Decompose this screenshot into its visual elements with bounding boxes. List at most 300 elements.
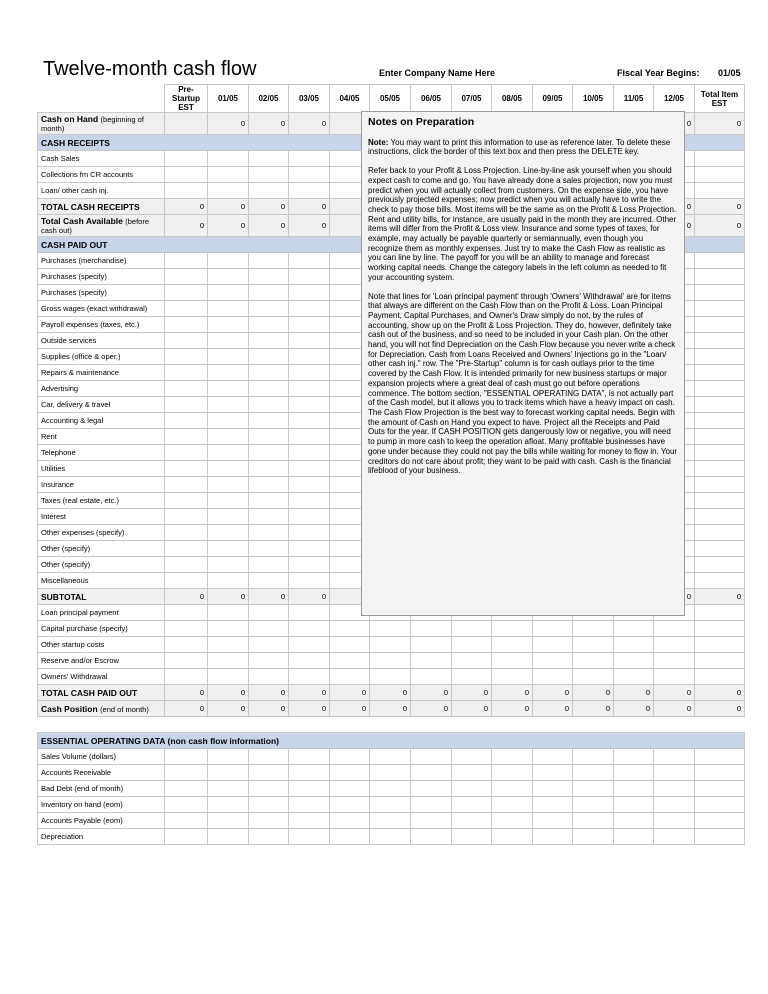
input-cell[interactable] [492, 749, 533, 765]
input-cell[interactable] [165, 429, 208, 445]
input-cell[interactable] [249, 749, 289, 765]
input-cell[interactable] [330, 765, 370, 781]
input-cell[interactable] [411, 797, 452, 813]
input-cell[interactable] [208, 397, 249, 413]
input-cell[interactable] [208, 493, 249, 509]
input-cell[interactable] [695, 653, 745, 669]
input-cell[interactable] [165, 253, 208, 269]
input-cell[interactable] [165, 829, 208, 845]
input-cell[interactable] [165, 301, 208, 317]
input-cell[interactable] [330, 669, 370, 685]
input-cell[interactable] [695, 269, 745, 285]
input-cell[interactable] [289, 285, 330, 301]
input-cell[interactable] [573, 781, 614, 797]
input-cell[interactable] [370, 797, 411, 813]
input-cell[interactable] [165, 381, 208, 397]
input-cell[interactable] [165, 637, 208, 653]
input-cell[interactable] [208, 381, 249, 397]
input-cell[interactable] [695, 461, 745, 477]
input-cell[interactable]: 0 [573, 701, 614, 717]
input-cell[interactable] [165, 557, 208, 573]
input-cell[interactable] [249, 381, 289, 397]
input-cell[interactable] [208, 765, 249, 781]
input-cell[interactable] [289, 397, 330, 413]
input-cell[interactable] [614, 637, 654, 653]
input-cell[interactable] [249, 493, 289, 509]
input-cell[interactable] [695, 829, 745, 845]
input-cell[interactable] [289, 333, 330, 349]
input-cell[interactable] [370, 653, 411, 669]
input-cell[interactable] [249, 573, 289, 589]
input-cell[interactable]: 0 [208, 701, 249, 717]
input-cell[interactable] [452, 637, 492, 653]
input-cell[interactable] [654, 637, 695, 653]
input-cell[interactable] [289, 781, 330, 797]
input-cell[interactable]: 0 [695, 199, 745, 215]
input-cell[interactable]: 0 [249, 199, 289, 215]
input-cell[interactable] [695, 669, 745, 685]
input-cell[interactable] [695, 797, 745, 813]
input-cell[interactable] [573, 653, 614, 669]
input-cell[interactable] [249, 285, 289, 301]
input-cell[interactable] [695, 365, 745, 381]
input-cell[interactable]: 0 [452, 685, 492, 701]
input-cell[interactable]: 0 [695, 701, 745, 717]
input-cell[interactable] [695, 541, 745, 557]
input-cell[interactable] [654, 669, 695, 685]
input-cell[interactable] [573, 797, 614, 813]
input-cell[interactable] [289, 829, 330, 845]
input-cell[interactable] [654, 813, 695, 829]
input-cell[interactable] [492, 765, 533, 781]
input-cell[interactable]: 0 [654, 215, 695, 237]
input-cell[interactable] [452, 749, 492, 765]
input-cell[interactable] [695, 285, 745, 301]
input-cell[interactable] [208, 749, 249, 765]
input-cell[interactable] [695, 413, 745, 429]
input-cell[interactable]: 0 [208, 685, 249, 701]
input-cell[interactable] [289, 813, 330, 829]
input-cell[interactable] [654, 781, 695, 797]
input-cell[interactable] [165, 445, 208, 461]
input-cell[interactable]: 0 [165, 199, 208, 215]
input-cell[interactable] [370, 829, 411, 845]
input-cell[interactable] [614, 829, 654, 845]
input-cell[interactable] [492, 797, 533, 813]
input-cell[interactable] [289, 445, 330, 461]
input-cell[interactable] [289, 167, 330, 183]
input-cell[interactable] [695, 381, 745, 397]
input-cell[interactable] [289, 669, 330, 685]
input-cell[interactable] [289, 253, 330, 269]
input-cell[interactable] [533, 797, 573, 813]
input-cell[interactable]: 0 [654, 113, 695, 135]
input-cell[interactable] [573, 829, 614, 845]
input-cell[interactable] [289, 509, 330, 525]
input-cell[interactable] [289, 183, 330, 199]
input-cell[interactable] [573, 765, 614, 781]
input-cell[interactable] [411, 781, 452, 797]
input-cell[interactable] [654, 749, 695, 765]
input-cell[interactable] [614, 669, 654, 685]
input-cell[interactable] [165, 167, 208, 183]
input-cell[interactable] [695, 557, 745, 573]
input-cell[interactable] [249, 413, 289, 429]
input-cell[interactable] [411, 653, 452, 669]
input-cell[interactable] [249, 765, 289, 781]
input-cell[interactable] [249, 253, 289, 269]
input-cell[interactable] [208, 653, 249, 669]
input-cell[interactable] [249, 557, 289, 573]
input-cell[interactable] [208, 429, 249, 445]
input-cell[interactable] [533, 765, 573, 781]
input-cell[interactable] [411, 829, 452, 845]
input-cell[interactable] [165, 477, 208, 493]
input-cell[interactable]: 0 [654, 589, 695, 605]
input-cell[interactable] [695, 333, 745, 349]
input-cell[interactable] [330, 621, 370, 637]
input-cell[interactable] [208, 333, 249, 349]
input-cell[interactable]: 0 [289, 199, 330, 215]
input-cell[interactable] [165, 749, 208, 765]
input-cell[interactable]: 0 [533, 685, 573, 701]
input-cell[interactable]: 0 [492, 701, 533, 717]
input-cell[interactable] [289, 365, 330, 381]
input-cell[interactable] [249, 429, 289, 445]
input-cell[interactable] [165, 285, 208, 301]
input-cell[interactable] [654, 797, 695, 813]
input-cell[interactable] [695, 781, 745, 797]
input-cell[interactable] [289, 301, 330, 317]
input-cell[interactable]: 0 [695, 589, 745, 605]
input-cell[interactable] [208, 349, 249, 365]
input-cell[interactable] [533, 813, 573, 829]
input-cell[interactable]: 0 [330, 701, 370, 717]
input-cell[interactable]: 0 [165, 685, 208, 701]
input-cell[interactable] [165, 509, 208, 525]
input-cell[interactable] [208, 813, 249, 829]
input-cell[interactable] [695, 253, 745, 269]
input-cell[interactable] [208, 167, 249, 183]
input-cell[interactable] [249, 151, 289, 167]
input-cell[interactable] [249, 781, 289, 797]
input-cell[interactable] [614, 781, 654, 797]
fiscal-year-value[interactable]: 01/05 [718, 68, 741, 78]
input-cell[interactable]: 0 [654, 701, 695, 717]
input-cell[interactable] [573, 621, 614, 637]
input-cell[interactable] [208, 301, 249, 317]
input-cell[interactable] [695, 167, 745, 183]
company-name-field[interactable]: Enter Company Name Here [379, 68, 496, 78]
input-cell[interactable]: 0 [533, 701, 573, 717]
input-cell[interactable] [370, 781, 411, 797]
input-cell[interactable] [411, 765, 452, 781]
input-cell[interactable] [533, 621, 573, 637]
input-cell[interactable] [695, 429, 745, 445]
input-cell[interactable] [533, 829, 573, 845]
input-cell[interactable] [289, 461, 330, 477]
input-cell[interactable] [370, 765, 411, 781]
input-cell[interactable] [370, 637, 411, 653]
input-cell[interactable] [165, 365, 208, 381]
input-cell[interactable] [165, 183, 208, 199]
input-cell[interactable] [165, 765, 208, 781]
input-cell[interactable] [249, 797, 289, 813]
input-cell[interactable] [208, 829, 249, 845]
input-cell[interactable] [695, 397, 745, 413]
input-cell[interactable] [289, 573, 330, 589]
input-cell[interactable] [695, 509, 745, 525]
input-cell[interactable] [165, 461, 208, 477]
input-cell[interactable] [695, 573, 745, 589]
input-cell[interactable]: 0 [330, 685, 370, 701]
notes-on-preparation-box[interactable] [361, 111, 685, 616]
input-cell[interactable]: 0 [208, 589, 249, 605]
input-cell[interactable]: 0 [370, 701, 411, 717]
input-cell[interactable] [208, 477, 249, 493]
input-cell[interactable] [165, 269, 208, 285]
input-cell[interactable] [249, 669, 289, 685]
input-cell[interactable] [208, 269, 249, 285]
input-cell[interactable] [411, 621, 452, 637]
input-cell[interactable]: 0 [614, 701, 654, 717]
input-cell[interactable] [289, 653, 330, 669]
input-cell[interactable] [695, 301, 745, 317]
input-cell[interactable] [208, 573, 249, 589]
input-cell[interactable] [452, 653, 492, 669]
input-cell[interactable] [289, 621, 330, 637]
input-cell[interactable] [289, 317, 330, 333]
input-cell[interactable] [249, 349, 289, 365]
input-cell[interactable] [208, 413, 249, 429]
input-cell[interactable] [165, 669, 208, 685]
input-cell[interactable] [165, 349, 208, 365]
input-cell[interactable] [695, 525, 745, 541]
input-cell[interactable] [165, 493, 208, 509]
input-cell[interactable] [165, 413, 208, 429]
input-cell[interactable] [208, 557, 249, 573]
input-cell[interactable] [208, 621, 249, 637]
input-cell[interactable] [208, 183, 249, 199]
input-cell[interactable] [208, 461, 249, 477]
input-cell[interactable] [249, 317, 289, 333]
input-cell[interactable] [492, 813, 533, 829]
input-cell[interactable] [165, 541, 208, 557]
input-cell[interactable] [289, 605, 330, 621]
input-cell[interactable] [249, 183, 289, 199]
input-cell[interactable]: 0 [289, 215, 330, 237]
input-cell[interactable] [492, 621, 533, 637]
input-cell[interactable] [165, 781, 208, 797]
input-cell[interactable] [165, 813, 208, 829]
input-cell[interactable] [289, 151, 330, 167]
input-cell[interactable] [370, 669, 411, 685]
input-cell[interactable]: 0 [614, 685, 654, 701]
input-cell[interactable]: 0 [289, 685, 330, 701]
input-cell[interactable] [289, 269, 330, 285]
input-cell[interactable] [330, 829, 370, 845]
input-cell[interactable] [249, 333, 289, 349]
input-cell[interactable] [208, 605, 249, 621]
input-cell[interactable]: 0 [411, 685, 452, 701]
input-cell[interactable] [452, 829, 492, 845]
input-cell[interactable] [695, 621, 745, 637]
input-cell[interactable] [165, 151, 208, 167]
input-cell[interactable]: 0 [249, 113, 289, 135]
input-cell[interactable] [208, 365, 249, 381]
input-cell[interactable] [165, 113, 208, 135]
input-cell[interactable]: 0 [370, 685, 411, 701]
input-cell[interactable]: 0 [249, 701, 289, 717]
input-cell[interactable] [165, 573, 208, 589]
input-cell[interactable] [289, 637, 330, 653]
input-cell[interactable] [165, 797, 208, 813]
input-cell[interactable] [695, 493, 745, 509]
input-cell[interactable] [695, 813, 745, 829]
input-cell[interactable] [533, 749, 573, 765]
input-cell[interactable]: 0 [249, 589, 289, 605]
input-cell[interactable] [249, 829, 289, 845]
input-cell[interactable] [492, 637, 533, 653]
input-cell[interactable] [695, 183, 745, 199]
input-cell[interactable] [165, 621, 208, 637]
input-cell[interactable] [249, 167, 289, 183]
input-cell[interactable] [695, 749, 745, 765]
input-cell[interactable] [330, 813, 370, 829]
input-cell[interactable] [411, 637, 452, 653]
input-cell[interactable]: 0 [249, 215, 289, 237]
input-cell[interactable]: 0 [452, 701, 492, 717]
input-cell[interactable] [654, 621, 695, 637]
input-cell[interactable] [614, 653, 654, 669]
input-cell[interactable] [614, 813, 654, 829]
input-cell[interactable] [249, 445, 289, 461]
input-cell[interactable] [330, 797, 370, 813]
input-cell[interactable] [249, 397, 289, 413]
input-cell[interactable] [411, 669, 452, 685]
input-cell[interactable] [573, 813, 614, 829]
input-cell[interactable] [289, 477, 330, 493]
input-cell[interactable]: 0 [654, 685, 695, 701]
input-cell[interactable] [208, 669, 249, 685]
input-cell[interactable] [289, 349, 330, 365]
input-cell[interactable] [452, 797, 492, 813]
input-cell[interactable]: 0 [289, 589, 330, 605]
input-cell[interactable] [249, 637, 289, 653]
input-cell[interactable]: 0 [249, 685, 289, 701]
input-cell[interactable] [533, 781, 573, 797]
input-cell[interactable] [165, 525, 208, 541]
input-cell[interactable] [249, 461, 289, 477]
input-cell[interactable] [208, 509, 249, 525]
input-cell[interactable] [695, 765, 745, 781]
input-cell[interactable] [614, 797, 654, 813]
input-cell[interactable] [208, 541, 249, 557]
input-cell[interactable] [249, 477, 289, 493]
input-cell[interactable] [249, 365, 289, 381]
input-cell[interactable] [330, 637, 370, 653]
input-cell[interactable] [573, 637, 614, 653]
input-cell[interactable] [695, 605, 745, 621]
input-cell[interactable] [533, 669, 573, 685]
input-cell[interactable]: 0 [208, 199, 249, 215]
input-cell[interactable] [695, 637, 745, 653]
input-cell[interactable] [289, 765, 330, 781]
input-cell[interactable] [695, 349, 745, 365]
input-cell[interactable] [165, 317, 208, 333]
input-cell[interactable] [165, 605, 208, 621]
input-cell[interactable] [289, 541, 330, 557]
input-cell[interactable] [249, 813, 289, 829]
input-cell[interactable]: 0 [695, 215, 745, 237]
input-cell[interactable] [492, 669, 533, 685]
input-cell[interactable] [289, 557, 330, 573]
input-cell[interactable] [249, 269, 289, 285]
input-cell[interactable] [695, 477, 745, 493]
input-cell[interactable] [330, 781, 370, 797]
input-cell[interactable] [165, 333, 208, 349]
input-cell[interactable]: 0 [208, 113, 249, 135]
input-cell[interactable] [370, 813, 411, 829]
input-cell[interactable]: 0 [289, 113, 330, 135]
input-cell[interactable] [330, 653, 370, 669]
input-cell[interactable] [249, 653, 289, 669]
input-cell[interactable] [208, 797, 249, 813]
input-cell[interactable] [370, 621, 411, 637]
input-cell[interactable] [289, 413, 330, 429]
input-cell[interactable] [289, 429, 330, 445]
input-cell[interactable] [370, 749, 411, 765]
input-cell[interactable] [654, 829, 695, 845]
input-cell[interactable] [533, 653, 573, 669]
input-cell[interactable] [533, 637, 573, 653]
input-cell[interactable] [208, 445, 249, 461]
input-cell[interactable] [411, 813, 452, 829]
input-cell[interactable]: 0 [573, 685, 614, 701]
input-cell[interactable] [654, 765, 695, 781]
input-cell[interactable] [573, 749, 614, 765]
input-cell[interactable] [695, 317, 745, 333]
input-cell[interactable] [208, 525, 249, 541]
input-cell[interactable]: 0 [695, 685, 745, 701]
input-cell[interactable]: 0 [165, 589, 208, 605]
input-cell[interactable] [614, 749, 654, 765]
input-cell[interactable] [492, 653, 533, 669]
input-cell[interactable] [289, 381, 330, 397]
input-cell[interactable]: 0 [654, 199, 695, 215]
input-cell[interactable] [289, 797, 330, 813]
input-cell[interactable]: 0 [208, 215, 249, 237]
input-cell[interactable] [492, 829, 533, 845]
input-cell[interactable] [492, 781, 533, 797]
input-cell[interactable] [208, 317, 249, 333]
input-cell[interactable] [614, 765, 654, 781]
input-cell[interactable] [573, 669, 614, 685]
input-cell[interactable] [289, 493, 330, 509]
input-cell[interactable]: 0 [411, 701, 452, 717]
input-cell[interactable] [330, 749, 370, 765]
input-cell[interactable]: 0 [289, 701, 330, 717]
input-cell[interactable] [452, 621, 492, 637]
input-cell[interactable] [289, 525, 330, 541]
input-cell[interactable] [452, 765, 492, 781]
input-cell[interactable] [452, 781, 492, 797]
input-cell[interactable] [695, 445, 745, 461]
input-cell[interactable] [289, 749, 330, 765]
input-cell[interactable] [208, 637, 249, 653]
input-cell[interactable] [249, 621, 289, 637]
input-cell[interactable]: 0 [492, 685, 533, 701]
